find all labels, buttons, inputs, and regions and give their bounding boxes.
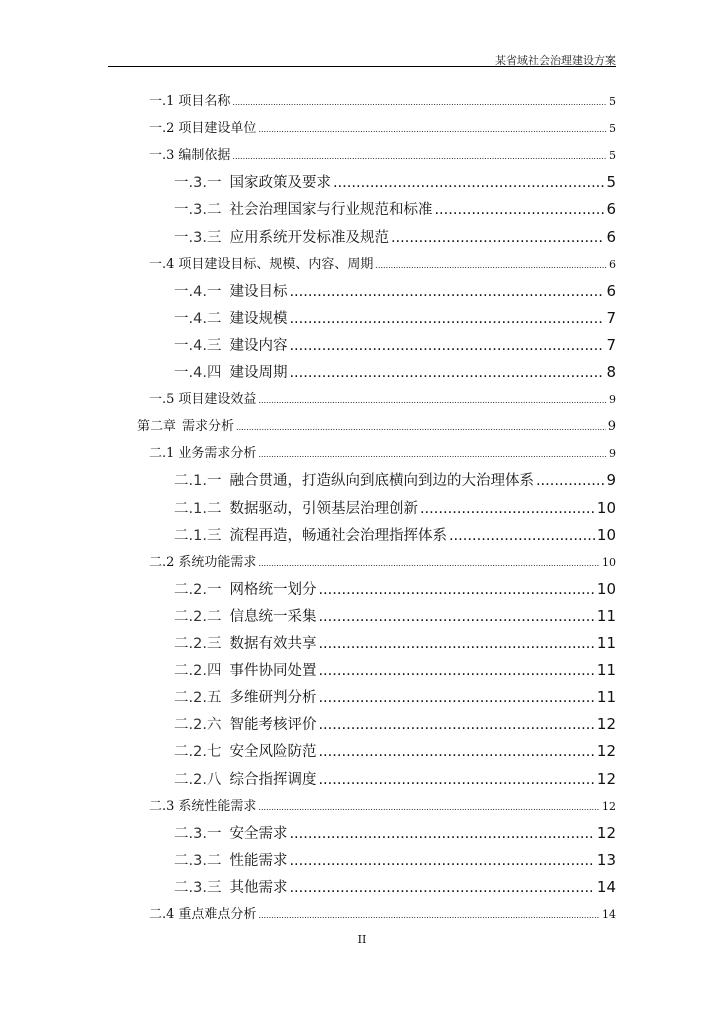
toc-entry[interactable]	[174, 659, 616, 680]
toc-entry-number: 一.2	[149, 121, 175, 137]
toc-entry-number: 一.4.一	[174, 283, 222, 300]
toc-entry-page: 6	[606, 227, 616, 246]
toc-dot-leader	[391, 230, 605, 246]
toc-dot-leader	[289, 311, 604, 327]
toc-dot-leader	[318, 772, 594, 788]
toc-entry-title: 系统功能需求	[178, 554, 257, 570]
toc-entry-page: 11	[596, 606, 616, 625]
toc-entry-title: 项目建设目标、规模、内容、周期	[178, 256, 374, 272]
toc-entry-page: 5	[609, 149, 616, 163]
toc-entry[interactable]	[149, 117, 616, 136]
toc-entry-number: 二.1	[149, 446, 175, 462]
toc-entry-number: 一.4	[149, 256, 175, 272]
page-number: II	[357, 933, 367, 946]
toc-dot-leader	[318, 609, 594, 625]
toc-entry-page: 11	[596, 688, 616, 707]
toc-entry-number: 一.4.二	[174, 310, 222, 327]
toc-entry[interactable]	[174, 605, 616, 626]
toc-entry-page: 12	[596, 769, 616, 788]
toc-entry-number: 一.4.三	[174, 337, 222, 354]
toc-entry-title: 建设目标	[229, 283, 288, 300]
toc-entry-page: 11	[596, 634, 616, 652]
toc-entry-page: 14	[596, 877, 616, 896]
toc-entry[interactable]	[174, 280, 616, 301]
toc-entry-number: 二.3	[149, 798, 175, 814]
toc-entry-page: 6	[606, 281, 616, 300]
toc-dot-leader	[449, 528, 595, 544]
toc-entry-number: 一.5	[149, 392, 175, 408]
toc-entry-page: 14	[602, 908, 616, 921]
toc-entry-number: 二.2.二	[174, 608, 222, 625]
toc-entry-number: 二.2.五	[174, 690, 222, 707]
toc-entry-title: 融合贯通，打造纵向到底横向到边的大治理体系	[229, 473, 534, 490]
toc-entry[interactable]	[174, 686, 616, 707]
toc-entry[interactable]	[174, 334, 616, 355]
toc-dot-leader	[289, 365, 604, 381]
toc-entry-page: 5	[609, 95, 616, 108]
toc-entry-title: 编制依据	[178, 148, 231, 164]
toc-dot-leader	[536, 473, 605, 489]
toc-dot-leader	[318, 582, 594, 598]
toc-entry-title: 应用系统开发标准及规范	[229, 229, 389, 246]
toc-entry-page: 7	[606, 335, 616, 354]
toc-entry-number: 二.3.二	[174, 852, 222, 869]
toc-entry-title: 重点难点分析	[178, 907, 257, 922]
toc-dot-leader	[289, 880, 594, 896]
toc-entry[interactable]	[149, 90, 616, 109]
toc-entry-title: 流程再造，畅通社会治理指挥体系	[229, 527, 447, 544]
toc-entry-title: 事件协同处置	[229, 663, 317, 680]
toc-entry[interactable]	[149, 253, 616, 272]
toc-entry[interactable]	[174, 740, 616, 761]
toc-entry[interactable]	[174, 307, 616, 328]
toc-entry-page: 12	[602, 799, 616, 813]
toc-dot-leader	[258, 803, 600, 812]
toc-entry-title: 需求分析	[182, 419, 235, 435]
toc-entry-number: 二.2.七	[174, 744, 222, 761]
toc-entry-page: 9	[609, 447, 616, 461]
toc-entry-title: 项目名称	[178, 94, 231, 109]
toc-entry-number: 一.3.二	[174, 202, 222, 219]
toc-dot-leader	[232, 98, 607, 107]
toc-entry-title: 数据驱动，引领基层治理创新	[229, 500, 418, 517]
toc-dot-leader	[289, 338, 604, 354]
toc-entry-page: 9	[609, 393, 616, 407]
toc-entry-page: 13	[596, 850, 616, 869]
toc-entry[interactable]	[174, 822, 616, 843]
toc-entry-title: 其他需求	[229, 879, 288, 896]
toc-entry[interactable]	[149, 442, 616, 461]
toc-entry-number: 二.1.一	[174, 473, 222, 490]
toc-dot-leader	[434, 202, 604, 218]
toc-entry[interactable]	[174, 632, 616, 653]
toc-entry-number: 二.2.三	[174, 636, 222, 652]
toc-dot-leader	[318, 636, 594, 652]
toc-dot-leader	[258, 125, 607, 134]
toc-entry[interactable]	[149, 551, 616, 570]
toc-entry[interactable]	[137, 415, 616, 434]
toc-entry-number: 二.2.四	[174, 663, 222, 680]
toc-dot-leader	[375, 261, 607, 270]
toc-entry-page: 5	[609, 122, 616, 136]
toc-entry-number: 二.2.一	[174, 581, 222, 598]
toc-entry-number: 二.2	[149, 554, 175, 570]
toc-entry[interactable]	[149, 388, 616, 407]
toc-entry-page: 10	[602, 555, 616, 569]
toc-entry-title: 社会治理国家与行业规范和标准	[229, 202, 433, 219]
toc-entry[interactable]	[174, 524, 616, 545]
toc-entry-page: 6	[609, 257, 616, 271]
toc-entry[interactable]	[174, 497, 616, 518]
toc-entry-title: 国家政策及要求	[229, 175, 331, 192]
toc-dot-leader	[258, 559, 600, 568]
toc-entry[interactable]	[174, 226, 616, 247]
toc-dot-leader	[318, 717, 594, 733]
toc-entry[interactable]	[174, 469, 616, 490]
toc-entry-number: 一.4.四	[174, 365, 222, 381]
toc-entry-title: 智能考核评价	[229, 717, 317, 734]
toc-dot-leader	[333, 175, 605, 191]
toc-entry-number: 二.2.八	[174, 771, 222, 788]
toc-entry[interactable]	[174, 876, 616, 897]
toc-entry-number: 二.3.三	[174, 879, 222, 896]
toc-entry[interactable]	[174, 578, 616, 599]
toc-entry-title: 数据有效共享	[229, 636, 317, 652]
toc-dot-leader	[236, 423, 606, 432]
toc-dot-leader	[318, 663, 594, 679]
toc-entry-title: 项目建设效益	[178, 392, 257, 408]
toc-entry-title: 性能需求	[229, 852, 288, 869]
toc-dot-leader	[420, 501, 595, 517]
toc-entry-page: 12	[596, 742, 616, 761]
toc-entry-number: 第二章	[137, 419, 177, 435]
toc-dot-leader	[289, 853, 594, 869]
toc-entry-number: 二.3.一	[174, 825, 222, 842]
toc-entry-title: 项目建设单位	[178, 121, 257, 137]
toc-entry-title: 安全风险防范	[229, 744, 317, 761]
toc-entry-page: 12	[596, 715, 616, 734]
header-rule	[108, 66, 616, 67]
toc-entry-number: 一.1	[149, 94, 175, 109]
toc-dot-leader	[289, 826, 594, 842]
toc-entry-page: 12	[596, 823, 616, 842]
toc-dot-leader	[318, 690, 594, 706]
toc-entry-number: 二.2.六	[174, 717, 222, 734]
toc-entry-title: 系统性能需求	[178, 798, 257, 814]
toc-entry-number: 二.1.三	[174, 527, 222, 544]
toc-entry[interactable]	[149, 144, 616, 163]
toc-entry[interactable]	[149, 903, 616, 922]
toc-entry-page: 10	[596, 579, 616, 598]
toc-entry[interactable]	[174, 361, 616, 382]
toc-entry-number: 二.4	[149, 907, 175, 922]
toc-entry-title: 建设规模	[229, 310, 288, 327]
toc-entry-title: 网格统一划分	[229, 581, 317, 598]
toc-entry-number: 一.3.一	[174, 175, 222, 192]
toc-entry[interactable]	[174, 171, 616, 192]
toc-entry-number: 一.3	[149, 148, 175, 164]
toc-entry-title: 业务需求分析	[178, 446, 257, 462]
toc-entry[interactable]	[174, 713, 616, 734]
toc-entry-number: 一.3.三	[174, 229, 222, 246]
toc-dot-leader	[258, 450, 607, 459]
toc-entry-number: 二.1.二	[174, 500, 222, 517]
toc-dot-leader	[258, 396, 607, 405]
toc-entry-page: 9	[607, 419, 616, 435]
toc-dot-leader	[289, 284, 604, 300]
toc-dot-leader	[318, 744, 594, 760]
toc-entry-title: 信息统一采集	[229, 608, 317, 625]
toc-entry[interactable]	[174, 198, 616, 219]
toc-entry[interactable]	[174, 849, 616, 870]
toc-entry-page: 6	[606, 200, 616, 219]
toc-entry-title: 安全需求	[229, 825, 288, 842]
toc-entry[interactable]	[149, 795, 616, 814]
running-header: 某省域社会治理建设方案	[495, 54, 616, 67]
toc-entry-page: 9	[606, 471, 616, 490]
toc-entry-page: 8	[606, 363, 616, 381]
toc-dot-leader	[258, 911, 600, 920]
toc-entry[interactable]	[174, 768, 616, 789]
toc-entry-title: 多维研判分析	[229, 690, 317, 707]
toc-entry-title: 建设内容	[229, 337, 288, 354]
toc-entry-page: 10	[596, 498, 616, 517]
toc-entry-page: 10	[596, 525, 616, 544]
toc-entry-page: 11	[596, 661, 616, 680]
toc-entry-title: 建设周期	[229, 365, 288, 381]
toc-entry-page: 5	[606, 173, 616, 192]
toc-entry-title: 综合指挥调度	[229, 771, 317, 788]
toc-entry-page: 7	[606, 308, 616, 327]
toc-dot-leader	[232, 152, 607, 161]
